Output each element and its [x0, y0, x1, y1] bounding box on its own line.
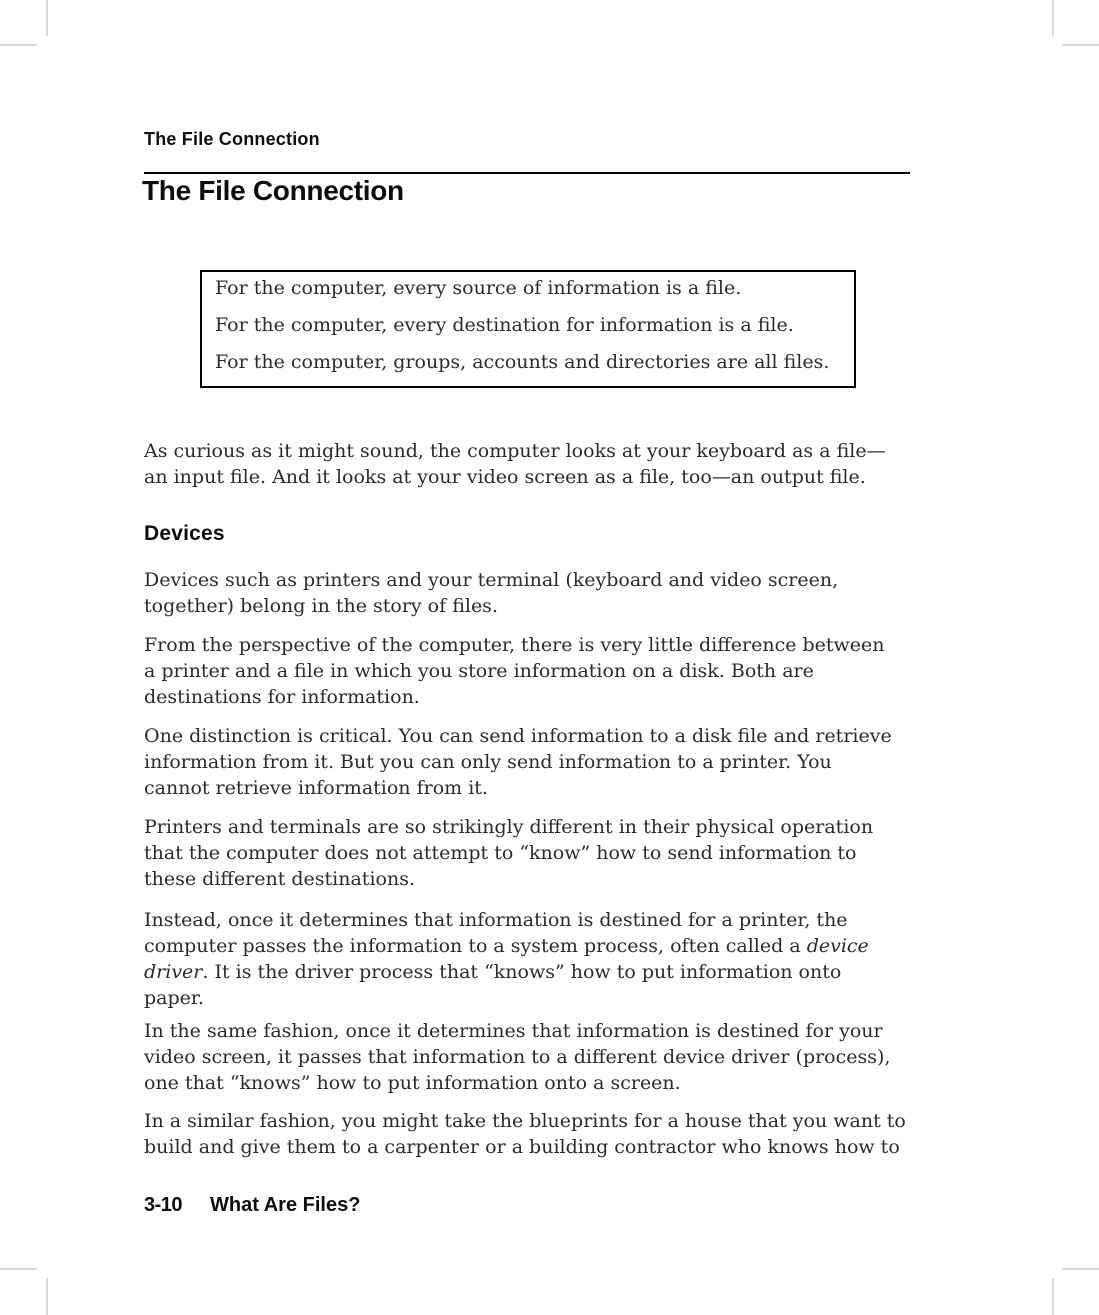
- text-line: cannot retrieve information from it.: [144, 777, 488, 799]
- text-line: Printers and terminals are so strikingly different in their physical operation: [144, 816, 874, 838]
- text-line: Devices such as printers and your terminal (keyboard and video screen,: [144, 569, 839, 591]
- crop-mark-bottom-right-horizontal: [1062, 1268, 1099, 1270]
- crop-mark-bottom-right-vertical: [1052, 1278, 1054, 1315]
- text-line: driver. It is the driver process that “knows” how to put information onto: [144, 961, 842, 983]
- text-line: build and give them to a carpenter or a building contractor who knows how to: [144, 1136, 900, 1158]
- text-line: For the computer, groups, accounts and directories are all files.: [215, 351, 830, 373]
- paragraph: [144, 723, 984, 801]
- text-line: destinations for information.: [144, 686, 420, 708]
- text-line: one that “knows” how to put information onto a screen.: [144, 1072, 681, 1094]
- text-line: For the computer, every source of information is a file.: [215, 277, 742, 299]
- text-line: In a similar fashion, you might take the blueprints for a house that you want to: [144, 1110, 906, 1132]
- text-line: a printer and a file in which you store information on a disk. Both are: [144, 660, 814, 682]
- page-footer: [144, 1193, 360, 1217]
- text-line: information from it. But you can only send information to a printer. You: [144, 751, 832, 773]
- crop-mark-top-left-horizontal: [0, 44, 37, 46]
- text-line: computer passes the information to a system process, often called a device: [144, 935, 869, 957]
- callout-box: [200, 270, 856, 388]
- paragraph: [144, 907, 984, 1011]
- paragraph: [144, 1018, 984, 1096]
- intro-paragraphs: [144, 438, 984, 490]
- content-column: [144, 438, 984, 1160]
- text-line: these different destinations.: [144, 868, 415, 890]
- text-line: an input file. And it looks at your video screen as a file, too—an output file.: [144, 466, 866, 488]
- text-line: As curious as it might sound, the computer looks at your keyboard as a file—: [144, 440, 886, 462]
- text-line: that the computer does not attempt to “know” how to send information to: [144, 842, 857, 864]
- crop-mark-bottom-left-horizontal: [0, 1268, 37, 1270]
- paragraph: [144, 567, 984, 619]
- text-line: paper.: [144, 987, 204, 1009]
- text-line: Instead, once it determines that information is destined for a printer, the: [144, 909, 848, 931]
- text-line: video screen, it passes that information to a different device driver (process),: [144, 1046, 891, 1068]
- paragraph: [144, 438, 984, 490]
- paragraph: [144, 632, 984, 710]
- paragraph: [144, 814, 984, 892]
- page-number: 3-10: [144, 1194, 183, 1216]
- text-line: In the same fashion, once it determines that information is destined for your: [144, 1020, 883, 1042]
- crop-mark-bottom-left-vertical: [46, 1278, 48, 1315]
- running-header: The File Connection: [144, 129, 320, 149]
- footer-section-title: What Are Files?: [210, 1194, 361, 1216]
- devices-paragraphs: [144, 567, 984, 1160]
- text-line: One distinction is critical. You can send information to a disk file and retrieve: [144, 725, 892, 747]
- crop-mark-top-left-vertical: [46, 0, 48, 36]
- paragraph: [144, 1108, 984, 1160]
- page-title: The File Connection: [142, 175, 404, 206]
- crop-mark-top-right-vertical: [1052, 0, 1054, 36]
- text-line: together) belong in the story of files.: [144, 595, 498, 617]
- crop-mark-top-right-horizontal: [1062, 44, 1099, 46]
- text-line: For the computer, every destination for information is a file.: [215, 314, 794, 336]
- text-line: From the perspective of the computer, there is very little difference between: [144, 634, 885, 656]
- devices-heading: Devices: [144, 522, 225, 545]
